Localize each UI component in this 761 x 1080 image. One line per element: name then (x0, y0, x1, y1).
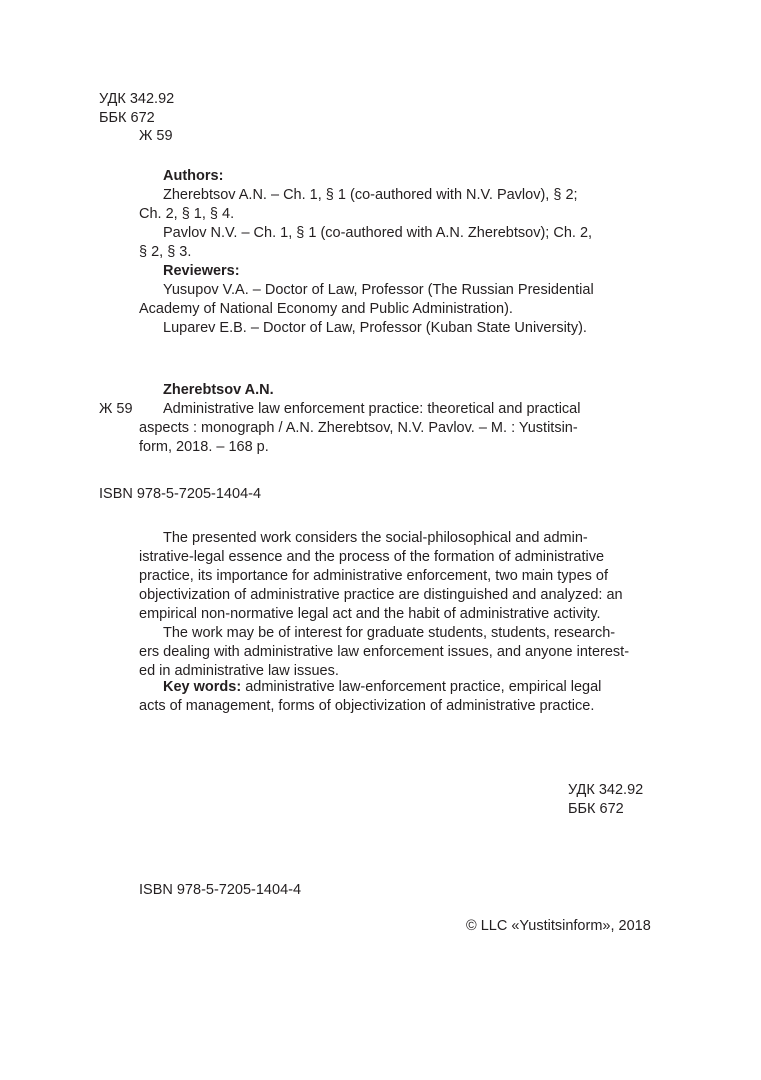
bbk-code-bottom: ББК 672 (568, 801, 624, 817)
abstract-p1-line-2: istrative-legal essence and the process of the formation of administrative (139, 549, 605, 565)
catalog-isbn: ISBN 978-5-7205-1404-4 (99, 486, 262, 502)
keywords-label: Key words: (163, 679, 242, 695)
udk-code-bottom: УДК 342.92 (568, 782, 644, 798)
abstract-p2-line-3: ed in administrative law issues. (139, 663, 339, 679)
abstract-p2-line-2: ers dealing with administrative law enforcement issues, and anyone interest- (139, 644, 630, 660)
author-entry-1-line-2: Ch. 2, § 1, § 4. (139, 206, 235, 222)
copyright: © LLC «Yustitsinform», 2018 (466, 918, 651, 934)
authors-heading: Authors: (163, 168, 224, 184)
abstract (139, 529, 649, 681)
bbk-code-top: ББК 672 (99, 110, 155, 126)
reviewer-entry-2: Luparev E.B. – Doctor of Law, Professor (Kuban State University). (163, 320, 587, 336)
udk-code-top: УДК 342.92 (99, 91, 175, 107)
author-mark-top: Ж 59 (139, 128, 173, 144)
reviewer-entry-1-line-1: Yusupov V.A. – Doctor of Law, Professor (The Russian Presidential (163, 282, 594, 298)
keywords (139, 678, 649, 716)
catalog-line-3: form, 2018. – 168 p. (139, 439, 269, 455)
catalog-line-2: aspects : monograph / A.N. Zherebtsov, N.V. Pavlov. – M. : Yustitsin- (139, 420, 578, 436)
footer-isbn: ISBN 978-5-7205-1404-4 (139, 882, 302, 898)
catalog-description (139, 400, 649, 457)
catalog-author-heading: Zherebtsov A.N. (163, 382, 274, 398)
authors-section (139, 167, 649, 338)
keywords-text-1: administrative law-enforcement practice, empirical legal (241, 679, 602, 695)
reviewers-heading: Reviewers: (163, 263, 240, 279)
abstract-p1-line-5: empirical non-normative legal act and the habit of administrative activity. (139, 606, 601, 622)
author-entry-1-line-1: Zherebtsov A.N. – Ch. 1, § 1 (co-authored with N.V. Pavlov), § 2; (163, 187, 578, 203)
catalog-line-1: Administrative law enforcement practice: theoretical and practical (163, 401, 581, 417)
keywords-line-2: acts of management, forms of objectivization of administrative practice. (139, 698, 595, 714)
abstract-p2-line-1: The work may be of interest for graduate students, students, research- (163, 625, 616, 641)
reviewer-entry-1-line-2: Academy of National Economy and Public Administration). (139, 301, 513, 317)
abstract-p1-line-1: The presented work considers the social-philosophical and admin- (163, 530, 588, 546)
keywords-line-1 (139, 678, 649, 697)
abstract-p1-line-3: practice, its importance for administrative enforcement, two main types of (139, 568, 609, 584)
author-entry-2-line-1: Pavlov N.V. – Ch. 1, § 1 (co-authored with A.N. Zherebtsov); Ch. 2, (163, 225, 593, 241)
author-entry-2-line-2: § 2, § 3. (139, 244, 192, 260)
abstract-p1-line-4: objectivization of administrative practice are distinguished and analyzed: an (139, 587, 623, 603)
catalog-author-mark: Ж 59 (99, 401, 133, 417)
